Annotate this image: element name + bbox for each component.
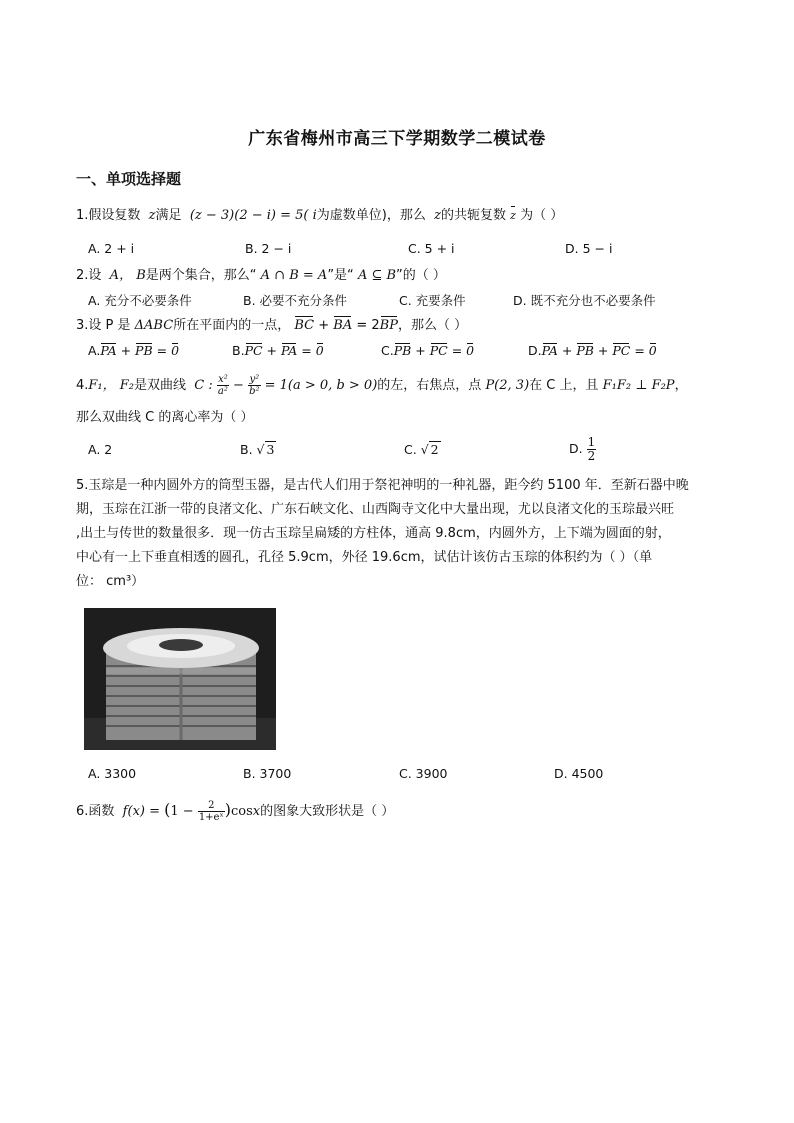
option-d[interactable]: D.PA + PB + PC = 0 bbox=[528, 343, 657, 358]
question-6: 6.函数 f(x) = (1 − $\frac{2}{\text{1+eˣ}}$ )cosx的图象大致形状是（ ） bbox=[76, 800, 395, 823]
question-2-options bbox=[88, 291, 728, 311]
option-a[interactable]: A. 3300 bbox=[88, 766, 137, 781]
question-3: 3.设 P 是 ΔABC所在平面内的一点， BC + BA = 2BP，那么（ ） bbox=[76, 316, 467, 336]
question-1-options bbox=[88, 241, 728, 261]
option-b[interactable]: B. 3700 bbox=[243, 766, 292, 781]
option-a[interactable]: A. 2 + i bbox=[88, 241, 135, 256]
option-a[interactable]: A. 充分不必要条件 bbox=[88, 293, 192, 308]
question-4: 4.F₁， F₂是双曲线 C : $\frac{\text{x²}}{\text{a²}}$ − $\frac{\text{y²}}{\text{b²}}$ = 1(a > 0, b > 0)的左，右焦点，点 P(2, 3)在 C 上，且 F₁F₂ ⊥ F₂P， bbox=[76, 374, 688, 397]
question-2: 2.设 A， B是两个集合，那么“ A ∩ B = A”是“ A ⊆ B”的（ ） bbox=[76, 268, 446, 283]
jade-cong-photo bbox=[84, 608, 276, 750]
option-a[interactable]: A. 2 bbox=[88, 442, 113, 457]
option-c[interactable]: C. 充要条件 bbox=[399, 293, 466, 308]
option-b[interactable]: B.PC + PA = 0 bbox=[232, 343, 324, 358]
question-5: 5.玉琮是一种内圆外方的筒型玉器，是古代人们用于祭祀神明的一种礼器，距今约 5100 年．至新石器中晚 期，玉琮在江浙一带的良渚文化、广东石峡文化、山西陶寺文化中大量出现，尤以良渚文化的玉琮最兴旺 ,出土与传世的数量很多．现一仿古玉琮呈扁矮的方柱体，通高 9.8cm，内圆外方，上下端为圆面的射， 中心有一上下垂直相透的圆孔，孔径 5.9cm，外径 19.6cm，试估计该仿古玉琮的体积约为（ ）（单 位： cm³） bbox=[76, 478, 689, 589]
question-3-options bbox=[88, 343, 728, 363]
option-b[interactable]: B. 必要不充分条件 bbox=[243, 293, 348, 308]
option-b[interactable]: B. 2 − i bbox=[245, 241, 292, 256]
option-c[interactable]: C.PB + PC = 0 bbox=[381, 343, 475, 358]
option-d[interactable]: D. 既不充分也不必要条件 bbox=[513, 293, 656, 308]
option-d[interactable]: D. 4500 bbox=[554, 766, 604, 781]
option-d[interactable]: D. $\frac{1}{2}$ bbox=[569, 435, 596, 463]
option-c[interactable]: C. 3900 bbox=[399, 766, 448, 781]
section-heading: 一、单项选择题 bbox=[76, 170, 182, 188]
option-c[interactable]: C. 5 + i bbox=[408, 241, 455, 256]
question-4-line-2: 那么双曲线 C 的离心率为（ ） bbox=[76, 410, 254, 425]
option-a[interactable]: A.PA + PB = 0 bbox=[88, 343, 180, 358]
option-c[interactable]: C. √ 2 bbox=[404, 442, 439, 457]
question-4-options bbox=[88, 435, 728, 463]
question-1: 1.假设复数 z满足 (z − 3)(2 − i) = 5( i为虚数单位)，那么 z的共轭复数 z 为（ ） bbox=[76, 206, 563, 226]
option-b[interactable]: B. √ 3 bbox=[240, 442, 275, 457]
page-title: 广东省梅州市高三下学期数学二模试卷 bbox=[248, 129, 546, 149]
question-5-options bbox=[88, 766, 728, 786]
option-d[interactable]: D. 5 − i bbox=[565, 241, 613, 256]
